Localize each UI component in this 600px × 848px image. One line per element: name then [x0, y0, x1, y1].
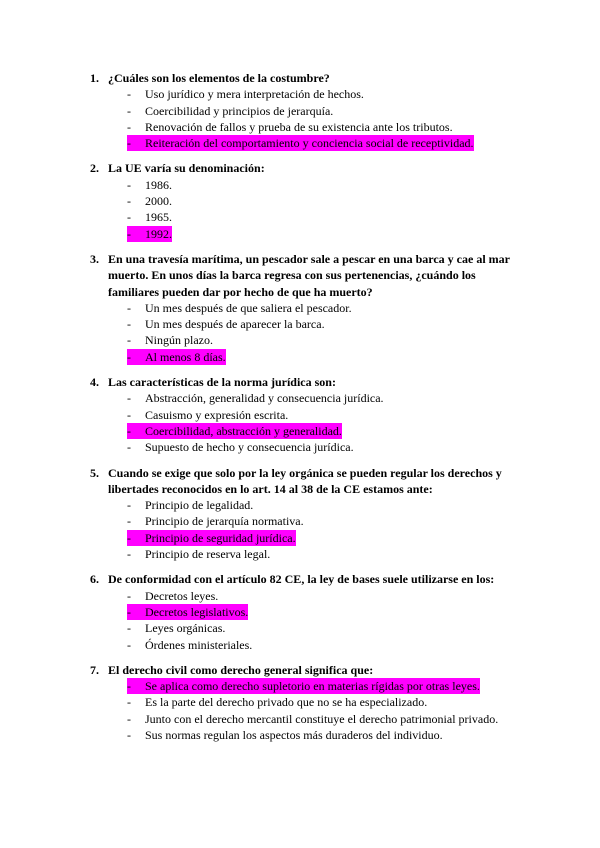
option-highlight — [127, 694, 427, 710]
answer-option — [127, 177, 520, 193]
option-text: 1992. — [145, 226, 172, 241]
answer-option — [127, 407, 520, 423]
option-text: Renovación de fallos y prueba de su existencia ante los tributos. — [145, 119, 453, 134]
dash-bullet: - — [127, 621, 131, 636]
option-highlight — [127, 678, 480, 694]
dash-bullet: - — [127, 711, 131, 726]
dash-bullet: - — [127, 679, 131, 694]
answer-option — [127, 711, 520, 727]
option-text: Coercibilidad, abstracción y generalidad. — [145, 423, 342, 438]
dash-bullet: - — [127, 498, 131, 513]
dash-bullet: - — [127, 226, 131, 241]
option-text: Leyes orgánicas. — [145, 621, 226, 636]
answer-option-highlighted — [127, 349, 520, 365]
option-text: 1986. — [145, 177, 172, 192]
option-highlight — [127, 439, 354, 455]
option-text: Principio de legalidad. — [145, 498, 254, 513]
answer-option — [127, 332, 520, 348]
option-highlight — [127, 637, 252, 653]
question-block — [90, 70, 520, 151]
dash-bullet: - — [127, 194, 131, 209]
answer-option — [127, 86, 520, 102]
dash-bullet: - — [127, 119, 131, 134]
option-text: Ningún plazo. — [145, 333, 213, 348]
answer-option-highlighted — [127, 226, 520, 242]
dash-bullet: - — [127, 177, 131, 192]
document-page — [90, 70, 520, 752]
answer-option — [127, 390, 520, 406]
question-text: De conformidad con el artículo 82 CE, la ley de bases suele utilizarse en los: — [108, 572, 495, 587]
option-text: Junto con el derecho mercantil constituye el derecho patrimonial privado. — [145, 711, 499, 726]
option-highlight — [127, 193, 172, 209]
question-heading — [90, 662, 520, 678]
question-number: 5. — [90, 465, 99, 480]
option-highlight — [127, 300, 352, 316]
dash-bullet: - — [127, 440, 131, 455]
option-highlight — [127, 423, 342, 439]
option-highlight — [127, 349, 226, 365]
option-highlight — [127, 390, 384, 406]
dash-bullet: - — [127, 588, 131, 603]
option-highlight — [127, 209, 172, 225]
answer-option-highlighted — [127, 678, 520, 694]
option-highlight — [127, 588, 218, 604]
dash-bullet: - — [127, 637, 131, 652]
option-highlight — [127, 620, 225, 636]
option-text: Casuismo y expresión escrita. — [145, 407, 289, 422]
option-text: Principio de seguridad jurídica. — [145, 530, 296, 545]
dash-bullet: - — [127, 695, 131, 710]
question-number: 6. — [90, 572, 99, 587]
question-heading — [90, 160, 520, 176]
answer-option — [127, 588, 520, 604]
option-highlight — [127, 119, 453, 135]
option-highlight — [127, 226, 172, 242]
answer-option — [127, 439, 520, 455]
option-highlight — [127, 513, 304, 529]
answer-option — [127, 119, 520, 135]
question-number: 1. — [90, 71, 99, 85]
dash-bullet: - — [127, 407, 131, 422]
question-text: El derecho civil como derecho general significa que: — [108, 662, 374, 677]
option-text: Órdenes ministeriales. — [145, 637, 253, 652]
answer-option — [127, 209, 520, 225]
dash-bullet: - — [127, 210, 131, 225]
question-block — [90, 160, 520, 241]
answer-option — [127, 513, 520, 529]
option-text: Decretos leyes. — [145, 588, 219, 603]
answer-option-highlighted — [127, 423, 520, 439]
question-heading — [90, 465, 520, 498]
dash-bullet: - — [127, 300, 131, 315]
option-text: Abstracción, generalidad y consecuencia jurídica. — [145, 391, 384, 406]
option-text: Supuesto de hecho y consecuencia jurídica. — [145, 440, 354, 455]
question-text: En una travesía marítima, un pescador sale a pescar en una barca y cae al mar muerto. En unos días la barca regresa con sus pertenencias, ¿cuándo los familiares pueden dar por hecho de que ha muerto? — [108, 251, 510, 299]
answer-option — [127, 300, 520, 316]
dash-bullet: - — [127, 604, 131, 619]
answer-option — [127, 694, 520, 710]
answer-option — [127, 103, 520, 119]
answer-option — [127, 546, 520, 562]
dash-bullet: - — [127, 391, 131, 406]
answer-option-highlighted — [127, 135, 520, 151]
dash-bullet: - — [127, 547, 131, 562]
answer-option — [127, 637, 520, 653]
option-highlight — [127, 711, 498, 727]
answer-option-highlighted — [127, 604, 520, 620]
option-text: Reiteración del comportamiento y conciencia social de receptividad. — [145, 136, 474, 151]
option-text: Sus normas regulan los aspectos más duraderos del individuo. — [145, 727, 443, 742]
question-block — [90, 374, 520, 455]
option-highlight — [127, 177, 172, 193]
question-heading — [90, 571, 520, 587]
option-text: Es la parte del derecho privado que no se ha especializado. — [145, 695, 428, 710]
answer-option — [127, 497, 520, 513]
question-text: ¿Cuáles son los elementos de la costumbre? — [108, 71, 330, 85]
option-highlight — [127, 497, 253, 513]
answer-option — [127, 620, 520, 636]
dash-bullet: - — [127, 87, 131, 102]
option-text: Al menos 8 días. — [145, 349, 226, 364]
option-highlight — [127, 604, 248, 620]
question-block — [90, 465, 520, 563]
option-highlight — [127, 103, 333, 119]
option-highlight — [127, 86, 364, 102]
dash-bullet: - — [127, 530, 131, 545]
question-block — [90, 662, 520, 743]
option-text: Coercibilidad y principios de jerarquía. — [145, 103, 334, 118]
answer-option — [127, 193, 520, 209]
dash-bullet: - — [127, 317, 131, 332]
option-text: 1965. — [145, 210, 172, 225]
option-text: Un mes después de que saliera el pescador. — [145, 300, 352, 315]
question-number: 2. — [90, 161, 99, 176]
option-text: Un mes después de aparecer la barca. — [145, 317, 325, 332]
option-highlight — [127, 135, 474, 151]
question-number: 7. — [90, 662, 99, 677]
dash-bullet: - — [127, 349, 131, 364]
option-highlight — [127, 546, 270, 562]
dash-bullet: - — [127, 103, 131, 118]
option-highlight — [127, 727, 443, 743]
dash-bullet: - — [127, 136, 131, 151]
option-text: Principio de reserva legal. — [145, 547, 271, 562]
option-text: Decretos legislativos. — [145, 604, 249, 619]
question-number: 4. — [90, 375, 99, 390]
answer-option — [127, 727, 520, 743]
answer-option-highlighted — [127, 530, 520, 546]
option-highlight — [127, 530, 296, 546]
question-heading — [90, 70, 520, 86]
option-text: Uso jurídico y mera interpretación de hechos. — [145, 87, 364, 102]
question-block — [90, 251, 520, 365]
option-highlight — [127, 407, 288, 423]
dash-bullet: - — [127, 333, 131, 348]
answer-option — [127, 316, 520, 332]
dash-bullet: - — [127, 514, 131, 529]
option-text: 2000. — [145, 194, 172, 209]
option-highlight — [127, 332, 213, 348]
question-number: 3. — [90, 251, 99, 266]
question-text: Cuando se exige que solo por la ley orgánica se pueden regular los derechos y libertades reconocidos en lo art. 14 al 38 de la CE estamos ante: — [108, 465, 502, 496]
option-highlight — [127, 316, 325, 332]
dash-bullet: - — [127, 423, 131, 438]
question-block — [90, 571, 520, 652]
question-heading — [90, 374, 520, 390]
option-text: Principio de jerarquía normativa. — [145, 514, 304, 529]
question-text: Las características de la norma jurídica son: — [108, 375, 336, 390]
question-heading — [90, 251, 520, 300]
question-text: La UE varía su denominación: — [108, 161, 265, 176]
dash-bullet: - — [127, 727, 131, 742]
option-text: Se aplica como derecho supletorio en materias rígidas por otras leyes. — [145, 679, 480, 694]
